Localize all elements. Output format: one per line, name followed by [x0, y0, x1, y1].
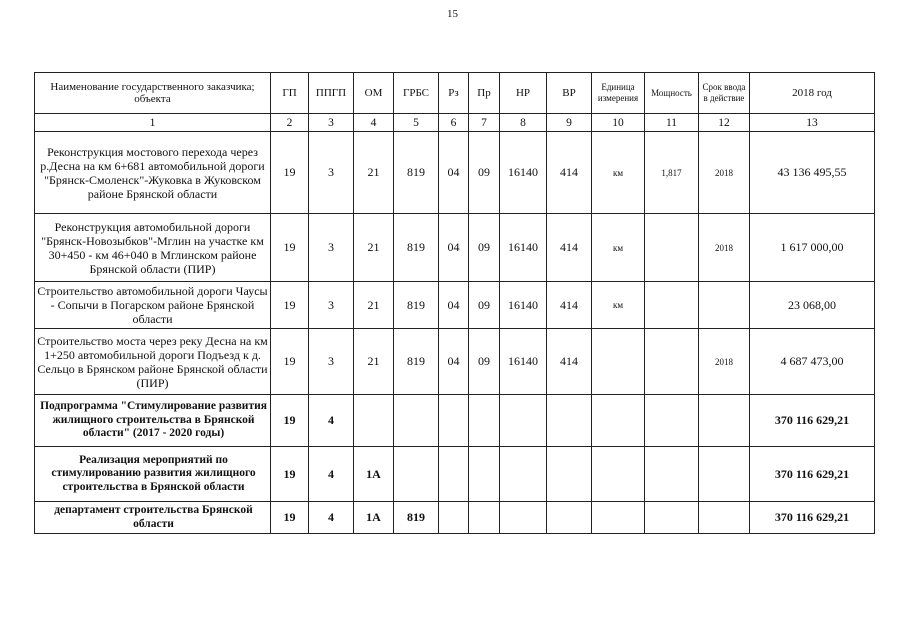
header-term: Срок ввода в действие — [699, 73, 750, 114]
cell-vr — [547, 447, 592, 502]
cell-capacity — [645, 447, 699, 502]
cell-ppgp: 3 — [309, 282, 354, 329]
column-number: 7 — [469, 114, 500, 132]
header-gp: ГП — [271, 73, 309, 114]
row-name: Подпрограмма "Стимулирование развития жилищного строительства в Брянской области" (2017 - 2020 годы) — [35, 395, 271, 447]
column-number: 8 — [500, 114, 547, 132]
cell-nr — [500, 395, 547, 447]
table-row — [35, 447, 875, 502]
cell-unit — [592, 395, 645, 447]
cell-om: 21 — [354, 132, 394, 214]
cell-term: 2018 — [699, 329, 750, 395]
cell-capacity — [645, 395, 699, 447]
cell-capacity — [645, 329, 699, 395]
cell-rz: 04 — [439, 329, 469, 395]
cell-amount: 370 116 629,21 — [750, 447, 875, 502]
cell-om: 1А — [354, 502, 394, 534]
cell-nr: 16140 — [500, 329, 547, 395]
cell-vr: 414 — [547, 214, 592, 282]
column-number: 13 — [750, 114, 875, 132]
row-name: департамент строительства Брянской области — [35, 502, 271, 534]
cell-grbs — [394, 447, 439, 502]
cell-ppgp: 4 — [309, 395, 354, 447]
header-vr: ВР — [547, 73, 592, 114]
table-row — [35, 502, 875, 534]
cell-nr: 16140 — [500, 214, 547, 282]
cell-amount: 370 116 629,21 — [750, 502, 875, 534]
row-name: Реконструкция автомобильной дороги "Брянск-Новозыбков"-Мглин на участке км 30+450 - км 46+040 в Мглинском районе Брянской области (ПИР) — [35, 214, 271, 282]
cell-vr: 414 — [547, 132, 592, 214]
cell-gp: 19 — [271, 502, 309, 534]
cell-om: 21 — [354, 214, 394, 282]
column-number: 5 — [394, 114, 439, 132]
cell-term — [699, 447, 750, 502]
cell-om — [354, 395, 394, 447]
table-row — [35, 329, 875, 395]
cell-amount: 23 068,00 — [750, 282, 875, 329]
header-capacity: Мощность — [645, 73, 699, 114]
cell-rz — [439, 395, 469, 447]
cell-nr: 16140 — [500, 132, 547, 214]
cell-om: 21 — [354, 282, 394, 329]
cell-unit — [592, 447, 645, 502]
cell-gp: 19 — [271, 447, 309, 502]
cell-pr: 09 — [469, 329, 500, 395]
cell-rz: 04 — [439, 282, 469, 329]
header-nr: НР — [500, 73, 547, 114]
page-number: 15 — [447, 8, 458, 20]
header-om: ОМ — [354, 73, 394, 114]
cell-ppgp: 4 — [309, 502, 354, 534]
cell-grbs: 819 — [394, 282, 439, 329]
budget-table — [34, 72, 875, 534]
cell-gp: 19 — [271, 329, 309, 395]
cell-vr: 414 — [547, 282, 592, 329]
column-number: 10 — [592, 114, 645, 132]
cell-om: 1А — [354, 447, 394, 502]
cell-amount: 1 617 000,00 — [750, 214, 875, 282]
cell-unit: км — [592, 132, 645, 214]
cell-term — [699, 282, 750, 329]
cell-vr: 414 — [547, 329, 592, 395]
cell-gp: 19 — [271, 282, 309, 329]
cell-nr — [500, 447, 547, 502]
cell-grbs: 819 — [394, 132, 439, 214]
cell-grbs — [394, 395, 439, 447]
cell-ppgp: 3 — [309, 329, 354, 395]
cell-nr — [500, 502, 547, 534]
cell-ppgp: 4 — [309, 447, 354, 502]
header-rz: Рз — [439, 73, 469, 114]
cell-unit: км — [592, 282, 645, 329]
column-number: 9 — [547, 114, 592, 132]
cell-grbs: 819 — [394, 502, 439, 534]
table-header-row — [35, 73, 875, 114]
cell-rz: 04 — [439, 132, 469, 214]
table-row — [35, 282, 875, 329]
cell-pr: 09 — [469, 132, 500, 214]
cell-grbs: 819 — [394, 329, 439, 395]
cell-capacity — [645, 282, 699, 329]
cell-term — [699, 395, 750, 447]
header-year-2018: 2018 год — [750, 73, 875, 114]
cell-ppgp: 3 — [309, 132, 354, 214]
cell-term: 2018 — [699, 214, 750, 282]
cell-term — [699, 502, 750, 534]
cell-pr — [469, 395, 500, 447]
column-number: 1 — [35, 114, 271, 132]
table-row — [35, 395, 875, 447]
header-name: Наименование государственного заказчика; объекта — [35, 73, 271, 114]
column-number: 11 — [645, 114, 699, 132]
table-row — [35, 214, 875, 282]
column-number: 3 — [309, 114, 354, 132]
cell-pr: 09 — [469, 214, 500, 282]
cell-capacity: 1,817 — [645, 132, 699, 214]
cell-rz — [439, 502, 469, 534]
row-name: Реализация мероприятий по стимулированию развития жилищного строительства в Брянской области — [35, 447, 271, 502]
cell-unit: км — [592, 214, 645, 282]
cell-gp: 19 — [271, 132, 309, 214]
cell-pr — [469, 502, 500, 534]
cell-pr — [469, 447, 500, 502]
cell-capacity — [645, 502, 699, 534]
cell-amount: 43 136 495,55 — [750, 132, 875, 214]
cell-ppgp: 3 — [309, 214, 354, 282]
cell-capacity — [645, 214, 699, 282]
column-number: 4 — [354, 114, 394, 132]
column-number-row — [35, 114, 875, 132]
cell-rz — [439, 447, 469, 502]
cell-grbs: 819 — [394, 214, 439, 282]
cell-gp: 19 — [271, 395, 309, 447]
cell-rz: 04 — [439, 214, 469, 282]
cell-unit — [592, 502, 645, 534]
header-ppgp: ППГП — [309, 73, 354, 114]
cell-gp: 19 — [271, 214, 309, 282]
header-pr: Пр — [469, 73, 500, 114]
cell-term: 2018 — [699, 132, 750, 214]
row-name: Строительство автомобильной дороги Чаусы - Сопычи в Погарском районе Брянской области — [35, 282, 271, 329]
cell-om: 21 — [354, 329, 394, 395]
cell-amount: 370 116 629,21 — [750, 395, 875, 447]
header-unit: Единица измерения — [592, 73, 645, 114]
table-row — [35, 132, 875, 214]
cell-vr — [547, 502, 592, 534]
cell-pr: 09 — [469, 282, 500, 329]
column-number: 2 — [271, 114, 309, 132]
cell-nr: 16140 — [500, 282, 547, 329]
row-name: Строительство моста через реку Десна на км 1+250 автомобильной дороги Подъезд к д. Сельцо в Брянском районе Брянской области (ПИР) — [35, 329, 271, 395]
cell-amount: 4 687 473,00 — [750, 329, 875, 395]
column-number: 12 — [699, 114, 750, 132]
cell-vr — [547, 395, 592, 447]
cell-unit — [592, 329, 645, 395]
header-grbs: ГРБС — [394, 73, 439, 114]
row-name: Реконструкция мостового перехода через р.Десна на км 6+681 автомобильной дороги "Брянск-Смоленск"-Жуковка в Жуковском районе Брянской области — [35, 132, 271, 214]
column-number: 6 — [439, 114, 469, 132]
